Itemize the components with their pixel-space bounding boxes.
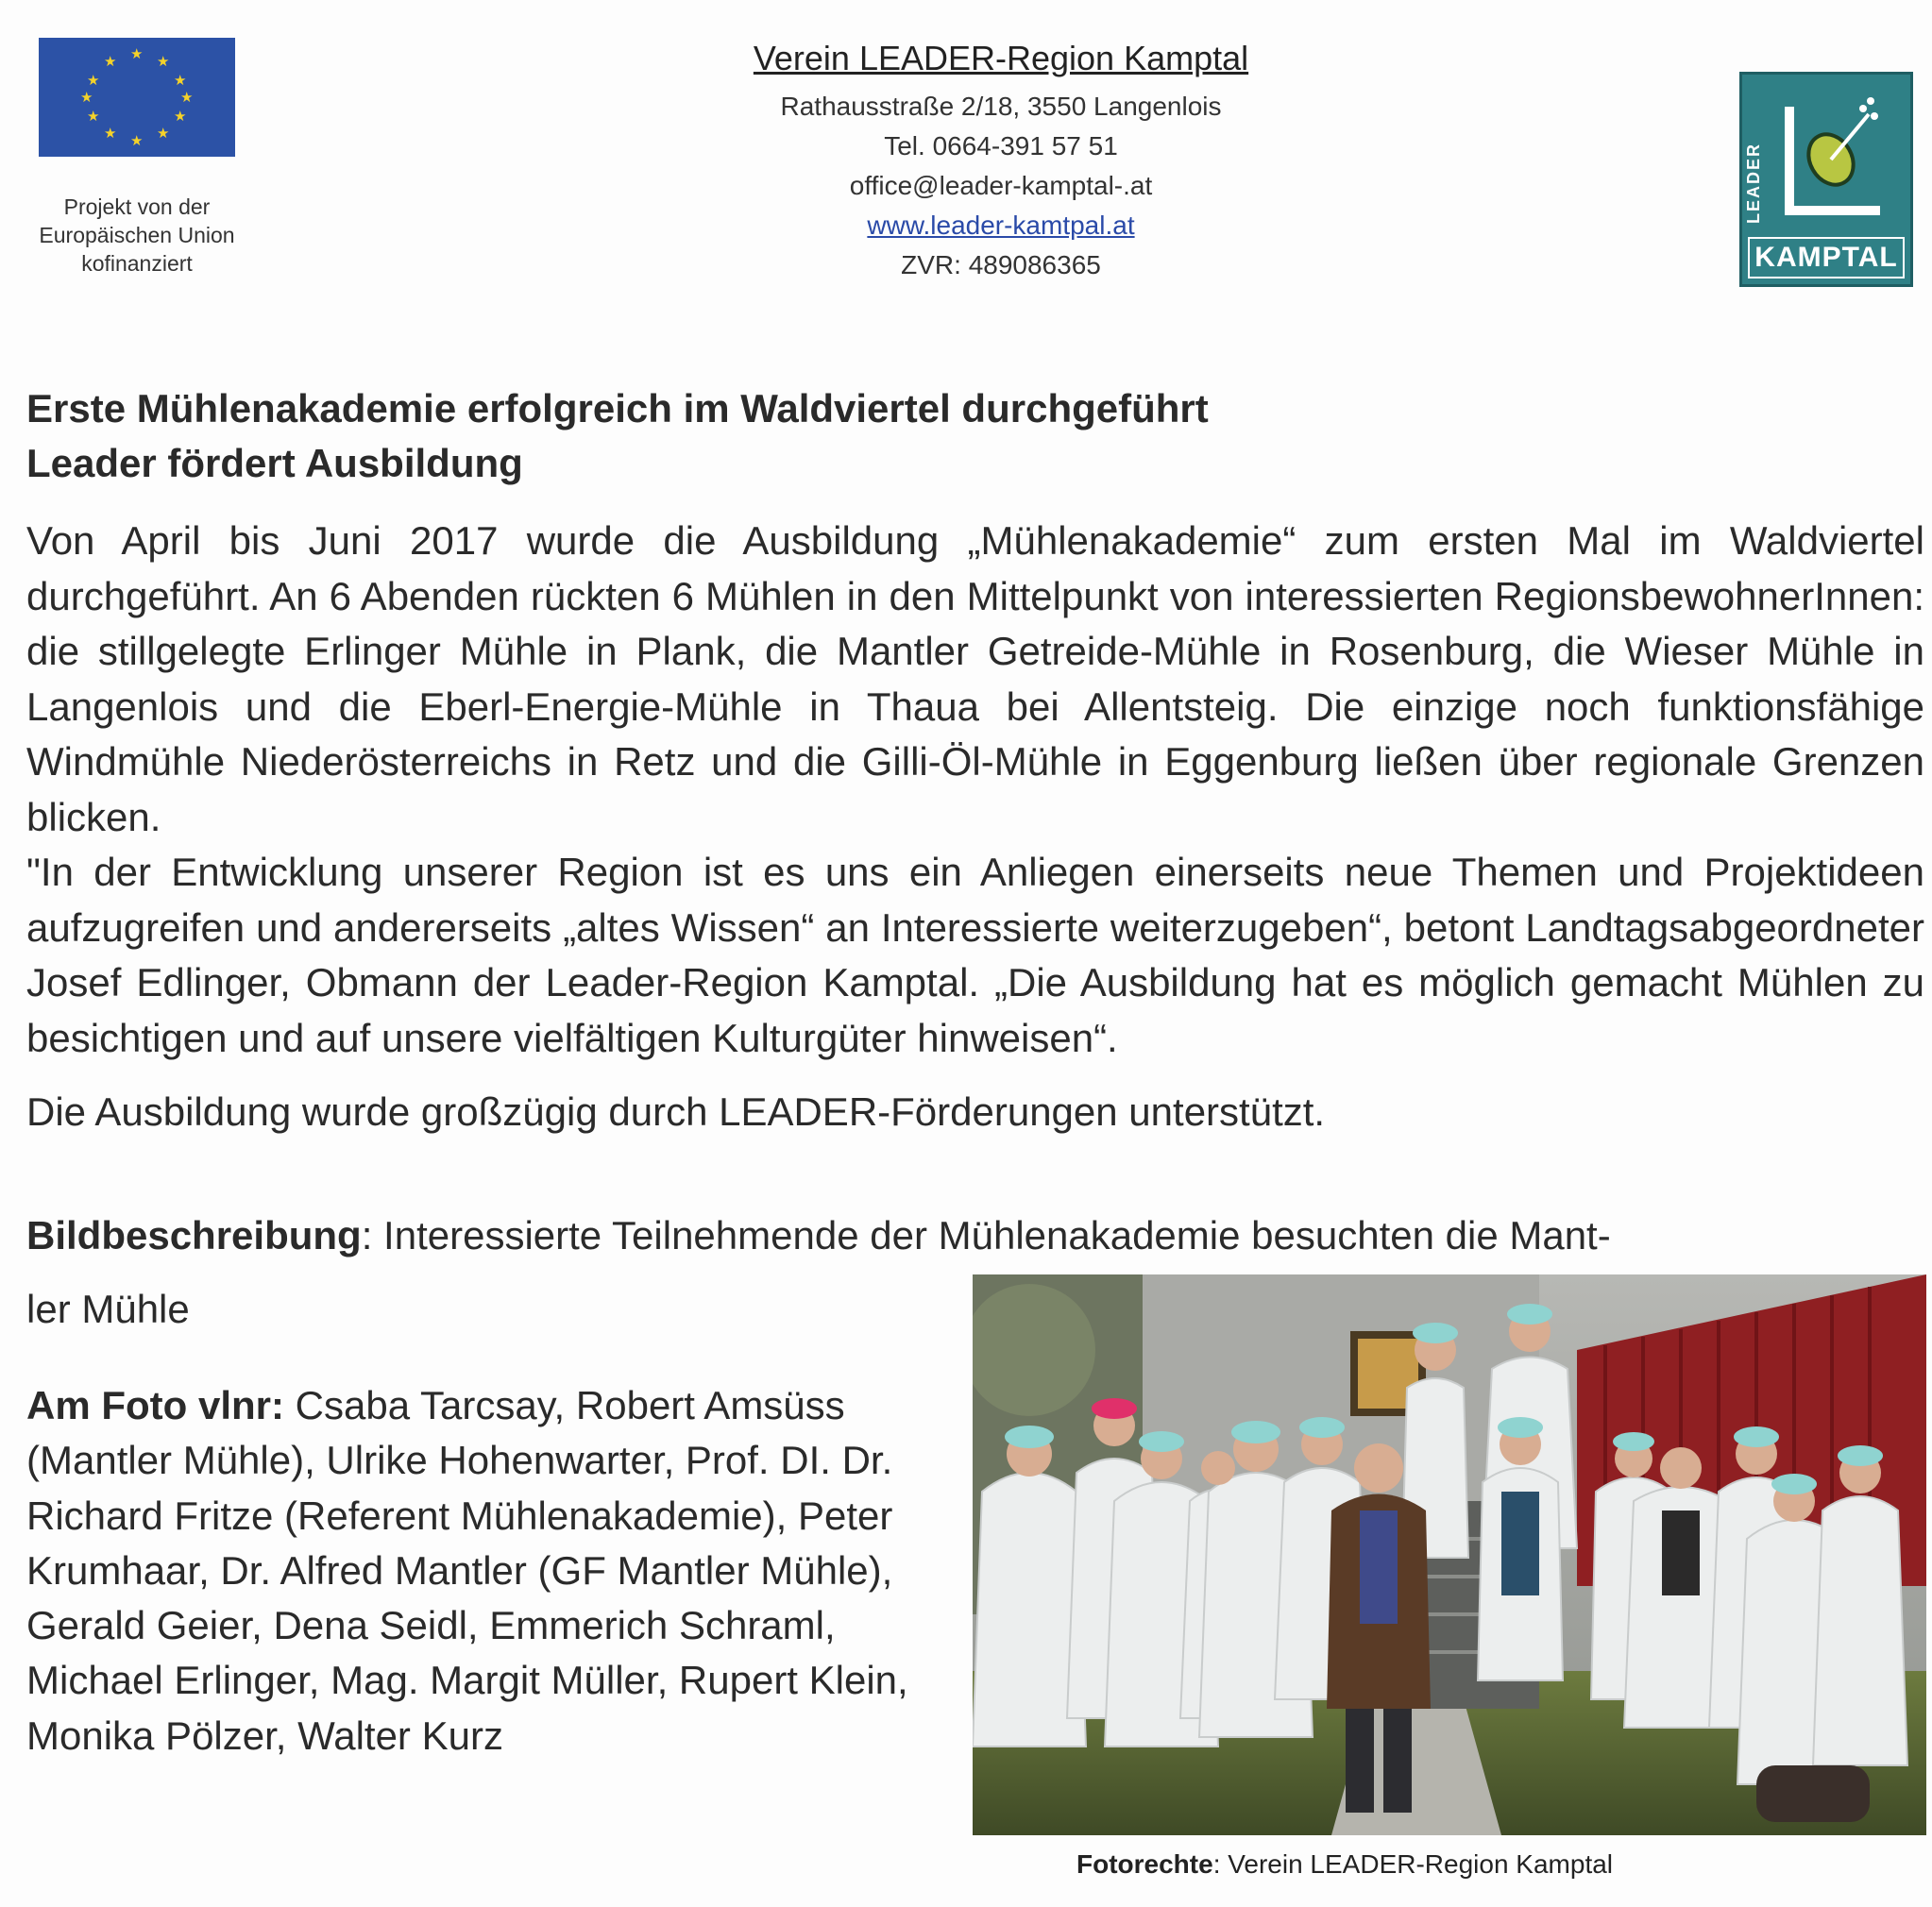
names-label: Am Foto vlnr: bbox=[26, 1383, 284, 1427]
org-phone: Tel. 0664-391 57 51 bbox=[884, 131, 1118, 160]
eu-funding-block bbox=[19, 38, 255, 278]
photo-credit-text: : Verein LEADER-Region Kamptal bbox=[1212, 1849, 1614, 1879]
headline-line-2: Leader fördert Ausbildung bbox=[26, 441, 523, 485]
image-description-text-2: ler Mühle bbox=[26, 1287, 190, 1331]
org-email[interactable]: office@leader-kamptal-.at bbox=[849, 171, 1153, 200]
photo-credit-label: Fotorechte bbox=[1076, 1849, 1213, 1879]
logo-vertical-text: LEADER bbox=[1744, 143, 1763, 225]
organization-info bbox=[680, 36, 1322, 285]
paragraph-3: Die Ausbildung wurde großzügig durch LEADER-Förderungen unterstützt. bbox=[26, 1089, 1326, 1134]
headline-line-1: Erste Mühlenakademie erfolgreich im Waldviertel durchgeführt bbox=[26, 386, 1209, 430]
photo-names bbox=[26, 1378, 933, 1764]
photo-credit bbox=[1076, 1846, 1926, 1883]
leader-emblem-icon bbox=[1776, 88, 1905, 229]
org-zvr: ZVR: 489086365 bbox=[901, 250, 1101, 279]
logo-kamptal-text: KAMPTAL bbox=[1748, 237, 1905, 278]
org-address: Rathausstraße 2/18, 3550 Langenlois bbox=[780, 92, 1222, 121]
names-list: Csaba Tarcsay, Robert Amsüss (Mantler Mühle), Ulrike Hohenwarter, Prof. DI. Dr. Richard Fritze (Referent Mühlenakademie), Peter Krumhaar, Dr. Alfred Mantler (GF Mantler Mühle), Gerald Geier, Dena Seidl, Emmerich Schraml, Michael Erlinger, Mag. Margit Müller, Rupert Klein, Monika Pölzer, Walter Kurz bbox=[26, 1383, 908, 1758]
article-body bbox=[26, 514, 1924, 1140]
article-headline bbox=[26, 381, 1896, 491]
leader-kamptal-logo bbox=[1739, 72, 1913, 287]
group-photo bbox=[973, 1274, 1926, 1835]
group-photo-image bbox=[973, 1274, 1926, 1835]
eu-caption: Projekt von der Europäischen Union kofinanziert bbox=[39, 194, 235, 276]
org-website-link[interactable]: www.leader-kamtpal.at bbox=[867, 211, 1135, 240]
paragraph-2: "In der Entwicklung unserer Region ist es uns ein Anliegen einerseits neue Themen und Projektideen aufzugreifen und andererseits „altes Wissen“ an Interessierte weiterzugeben“, betont Landtagsabgeordneter Josef Edlinger, Obmann der Leader-Region Kamptal. „Die Ausbildung hat es möglich gemacht Mühlen zu besichtigen und auf unsere vielfältigen Kulturgüter hinweisen“. bbox=[26, 850, 1924, 1060]
image-description-text: : Interessierte Teilnehmende der Mühlenakademie besuchten die Mant- bbox=[361, 1213, 1611, 1257]
eu-flag-icon: ★ ★ ★ ★ ★ ★ ★ ★ ★ ★ ★ ★ bbox=[39, 38, 235, 157]
paragraph-1: Von April bis Juni 2017 wurde die Ausbildung „Mühlenakademie“ zum ersten Mal im Waldviertel durchgeführt. An 6 Abenden rückten 6 Mühlen in den Mittelpunkt von interessierten RegionsbewohnerInnen: die stillgelegte Erlinger Mühle in Plank, die Mantler Getreide-Mühle in Rosenburg, die Wieser Mühle in Langenlois und die Eberl-Energie-Mühle in Thaua bei Allentsteig. Die einzige noch funktionsfähige Windmühle Niederösterreichs in Retz und die Gilli-Öl-Mühle in Eggenburg ließen über regionale Grenzen blicken. bbox=[26, 518, 1924, 839]
org-title: Verein LEADER-Region Kamptal bbox=[753, 39, 1249, 77]
image-description-label: Bildbeschreibung bbox=[26, 1213, 362, 1257]
